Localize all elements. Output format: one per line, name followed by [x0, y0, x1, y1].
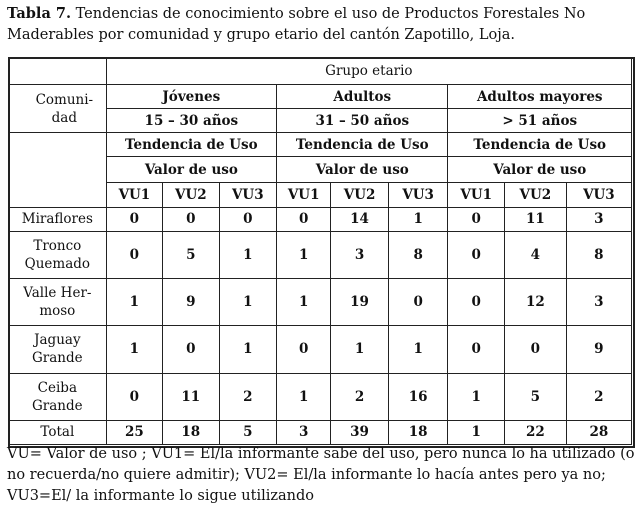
valor-adultos: Valor de uso — [277, 157, 448, 182]
value-cell: 14 — [331, 207, 389, 231]
table-row — [9, 231, 632, 278]
value-cell: 3 — [566, 279, 631, 326]
value-cell: 3 — [331, 231, 389, 278]
vu-header: VU3 — [388, 182, 448, 207]
value-cell: 1 — [219, 279, 277, 326]
value-cell: 1 — [106, 279, 162, 326]
total-cell: 25 — [106, 420, 162, 444]
table-caption — [7, 3, 633, 46]
value-cell: 8 — [388, 231, 448, 278]
tendencia-adultos-mayores: Tendencia de Uso — [448, 133, 632, 157]
value-cell: 1 — [106, 326, 162, 373]
value-cell: 2 — [566, 373, 631, 420]
total-cell: 1 — [448, 420, 504, 444]
value-cell: 0 — [106, 231, 162, 278]
vu-header: VU1 — [106, 182, 162, 207]
community-header — [9, 85, 107, 133]
value-cell: 1 — [219, 231, 277, 278]
row-name-line1: Tronco — [33, 237, 82, 254]
value-cell: 1 — [219, 326, 277, 373]
value-cell: 1 — [331, 326, 389, 373]
total-label: Total — [9, 420, 107, 444]
total-cell: 22 — [504, 420, 566, 444]
community-header-line2: dad — [51, 109, 77, 126]
table-row — [9, 373, 632, 420]
value-cell: 9 — [163, 279, 219, 326]
vu-header: VU1 — [448, 182, 504, 207]
tendencia-jovenes: Tendencia de Uso — [106, 133, 276, 157]
caption-text: Tendencias de conocimiento sobre el uso de Productos Forestales No Maderables por comunidad y grupo etario del cantón Zapotillo, Loja. — [7, 6, 586, 43]
value-cell: 8 — [566, 231, 631, 278]
total-cell: 39 — [331, 420, 389, 444]
value-cell: 2 — [219, 373, 277, 420]
row-name — [9, 279, 107, 326]
vu-header: VU2 — [331, 182, 389, 207]
community-header-line1: Comuni- — [35, 91, 94, 108]
row-name-line1: Ceiba — [37, 379, 77, 396]
value-cell: 0 — [106, 373, 162, 420]
value-cell: 0 — [163, 326, 219, 373]
value-cell: 0 — [219, 207, 277, 231]
value-cell: 0 — [163, 207, 219, 231]
value-cell: 0 — [448, 231, 504, 278]
vu-header: VU1 — [277, 182, 331, 207]
value-cell: 3 — [566, 207, 631, 231]
vu-header: VU2 — [504, 182, 566, 207]
row-name-line1: Valle Her- — [23, 285, 92, 302]
row-name-line2: Quemado — [24, 255, 91, 272]
vu-header: VU3 — [566, 182, 631, 207]
group-name-jovenes: Jóvenes — [106, 85, 276, 109]
value-cell: 0 — [277, 326, 331, 373]
total-cell: 18 — [388, 420, 448, 444]
value-cell: 1 — [388, 326, 448, 373]
row-name — [9, 231, 107, 278]
group-name-adultos: Adultos — [277, 85, 448, 109]
table-row — [9, 326, 632, 373]
group-range-adultos: 31 – 50 años — [277, 109, 448, 133]
valor-jovenes: Valor de uso — [106, 157, 276, 182]
value-cell: 1 — [277, 373, 331, 420]
value-cell: 1 — [388, 207, 448, 231]
vu-header: VU3 — [219, 182, 277, 207]
data-table — [8, 57, 632, 445]
row-name — [9, 326, 107, 373]
table-row — [9, 279, 632, 326]
total-cell: 28 — [566, 420, 631, 444]
total-row — [9, 420, 632, 444]
group-header: Grupo etario — [106, 58, 631, 85]
value-cell: 5 — [504, 373, 566, 420]
value-cell: 0 — [448, 207, 504, 231]
corner-cell — [9, 58, 107, 85]
value-cell: 9 — [566, 326, 631, 373]
row-name-line2: Grande — [32, 350, 83, 367]
value-cell: 19 — [331, 279, 389, 326]
value-cell: 0 — [277, 207, 331, 231]
total-cell: 5 — [219, 420, 277, 444]
value-cell: 0 — [448, 326, 504, 373]
group-range-jovenes: 15 – 30 años — [106, 109, 276, 133]
value-cell: 11 — [163, 373, 219, 420]
community-header-blank — [9, 133, 107, 207]
vu-header: VU2 — [163, 182, 219, 207]
tendencia-adultos: Tendencia de Uso — [277, 133, 448, 157]
value-cell: 0 — [106, 207, 162, 231]
value-cell: 11 — [504, 207, 566, 231]
value-cell: 16 — [388, 373, 448, 420]
value-cell: 1 — [277, 279, 331, 326]
value-cell: 1 — [277, 231, 331, 278]
row-name-line2: moso — [39, 303, 76, 320]
row-name: Miraflores — [9, 207, 107, 231]
value-cell: 0 — [388, 279, 448, 326]
value-cell: 4 — [504, 231, 566, 278]
total-cell: 18 — [163, 420, 219, 444]
value-cell: 0 — [504, 326, 566, 373]
group-range-adultos-mayores: > 51 años — [448, 109, 632, 133]
row-name-line2: Grande — [32, 397, 83, 414]
group-name-adultos-mayores: Adultos mayores — [448, 85, 632, 109]
row-name-line1: Jaguay — [34, 332, 81, 349]
total-cell: 3 — [277, 420, 331, 444]
value-cell: 2 — [331, 373, 389, 420]
value-cell: 5 — [163, 231, 219, 278]
table-row — [9, 207, 632, 231]
value-cell: 0 — [448, 279, 504, 326]
table-footnote: VU= Valor de uso ; VU1= El/la informante sabe del uso, pero nunca lo ha utilizado (o no recuerda/no quiere admitir); VU2= El/la informante lo hacía antes pero ya no; VU3=El/ la informante lo sigue utilizando — [7, 446, 635, 504]
value-cell: 12 — [504, 279, 566, 326]
row-name — [9, 373, 107, 420]
valor-adultos-mayores: Valor de uso — [448, 157, 632, 182]
caption-label: Tabla 7. — [7, 5, 72, 22]
value-cell: 1 — [448, 373, 504, 420]
